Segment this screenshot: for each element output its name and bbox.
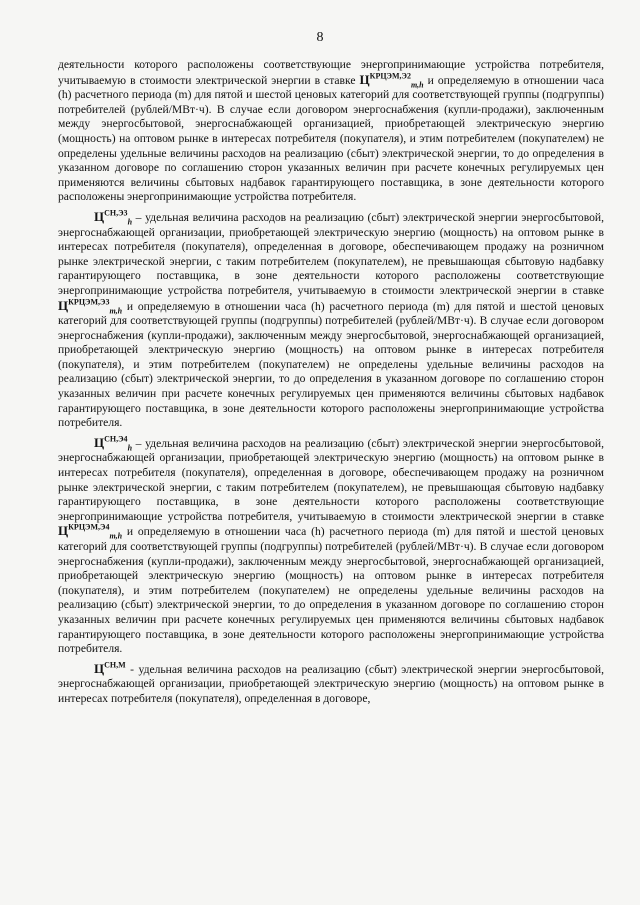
formula-symbol: $Ц^{СН,Э4}_h$: [94, 434, 133, 453]
paragraph-text-continued: и определяемую в отношении часа (h) расчетного периода (m) для пятой и шестой ценовых категорий для соответствующей группы (подгруппы) потребителей (рублей/МВт·ч). В случае если договором энергоснабжения (купли-продажи), заключенным между энергосбытовой, энергоснабжающей организацией, приобретающей электрическую энергию (мощность) на оптовом рынке в интересах потребителя (покупателя), и этим потребителем (покупателем) не определены удельные величины расходов на реализацию (сбыт) электрической энергии, то до определения в указанном договоре по соглашению сторон указанных величин при расчете конечных регулируемых цен применяются величины сбытовых надбавок гарантирующего поставщика, в зоне деятельности которого расположены энергопринимающие устройства потребителя.: [58, 73, 604, 204]
paragraph-text: деятельности которого расположены соответствующие энергопринимающие устройства потребителя, учитываемую в стоимости электрической энергии в ставке: [58, 58, 604, 87]
formula-symbol: $Ц^{СН,Э3}_h$: [94, 208, 133, 227]
page-number: 8: [316, 30, 324, 45]
paragraph-text: – удельная величина расходов на реализацию (сбыт) электрической энергии энергосбытовой, энергоснабжающей организации, приобретающей электрическую энергию (мощность) на оптовом рынке в интересах потребителя (покупателя), определенная в договоре, обеспечивающем продажу на розничном рынке электрической энергии, с таким потребителем (покупателем), не превышающая сбытовую надбавку гарантирующего поставщика, в зоне деятельности которого расположены соответствующие энергопринимающие устройства потребителя, учитываемую в стоимости электрической энергии в ставке: [58, 436, 605, 523]
paragraph-text-continued: и определяемую в отношении часа (h) расчетного периода (m) для пятой и шестой ценовых категорий для соответствующей группы (подгруппы) потребителей (рублей/МВт·ч). В случае если договором энергоснабжения (купли-продажи), заключенным между энергосбытовой, энергоснабжающей организацией, приобретающей электрическую энергию (мощность) на оптовом рынке в интересах потребителя (покупателя), и этим потребителем (покупателем) не определены удельные величины расходов на реализацию (сбыт) электрической энергии, то до определения в указанном договоре по соглашению сторон указанных величин при расчете конечных регулируемых цен применяются величины сбытовых надбавок гарантирующего поставщика, в зоне деятельности которого расположены энергопринимающие устройства потребителя.: [58, 299, 604, 430]
paragraph-2: [58, 210, 604, 431]
paragraph-4: [58, 662, 604, 707]
formula-symbol: $Ц^{КРЦЭМ,Э4}_{m,h}$: [58, 523, 123, 541]
paragraph-text: - удельная величина расходов на реализацию (сбыт) электрической энергии энергосбытовой, энергоснабжающей организации, приобретающей электрическую энергию (мощность) на оптовом рынке в интересах потребителя (покупателя), определенная в договоре,: [58, 662, 605, 705]
paragraph-1: [58, 58, 604, 205]
document-body: [58, 58, 604, 707]
paragraph-text-continued: и определяемую в отношении часа (h) расчетного периода (m) для пятой и шестой ценовых категорий для соответствующей группы (подгруппы) потребителей (рублей/МВт·ч). В случае если договором энергоснабжения (купли-продажи), заключенным между энергосбытовой, энергоснабжающей организацией, приобретающей электрическую энергию (мощность) на оптовом рынке в интересах потребителя (покупателя), и этим потребителем (покупателем) не определены удельные величины расходов на реализацию (сбыт) электрической энергии, то до определения в указанном договоре по соглашению сторон указанных величин при расчете конечных регулируемых цен применяются величины сбытовых надбавок гарантирующего поставщика, в зоне деятельности которого расположены энергопринимающие устройства потребителя.: [58, 525, 604, 656]
formula-symbol: $Ц^{КРЦЭМ,Э2}_{m,h}$: [359, 71, 424, 90]
paragraph-text: – удельная величина расходов на реализацию (сбыт) электрической энергии энергосбытовой, энергоснабжающей организации, приобретающей электрическую энергию (мощность) на оптовом рынке в интересах потребителя (покупателя), определенная в договоре, обеспечивающем продажу на розничном рынке электрической энергии, с таким потребителем (покупателем), не превышающая сбытовую надбавку гарантирующего поставщика, в зоне деятельности которого расположены соответствующие энергопринимающие устройства потребителя, учитываемую в стоимости электрической энергии в ставке: [58, 210, 605, 297]
paragraph-3: [58, 436, 604, 657]
formula-symbol: $Ц^{КРЦЭМ,Э3}_{m,h}$: [58, 297, 123, 316]
formula-symbol: $Ц^{СН,М}$: [94, 660, 126, 676]
